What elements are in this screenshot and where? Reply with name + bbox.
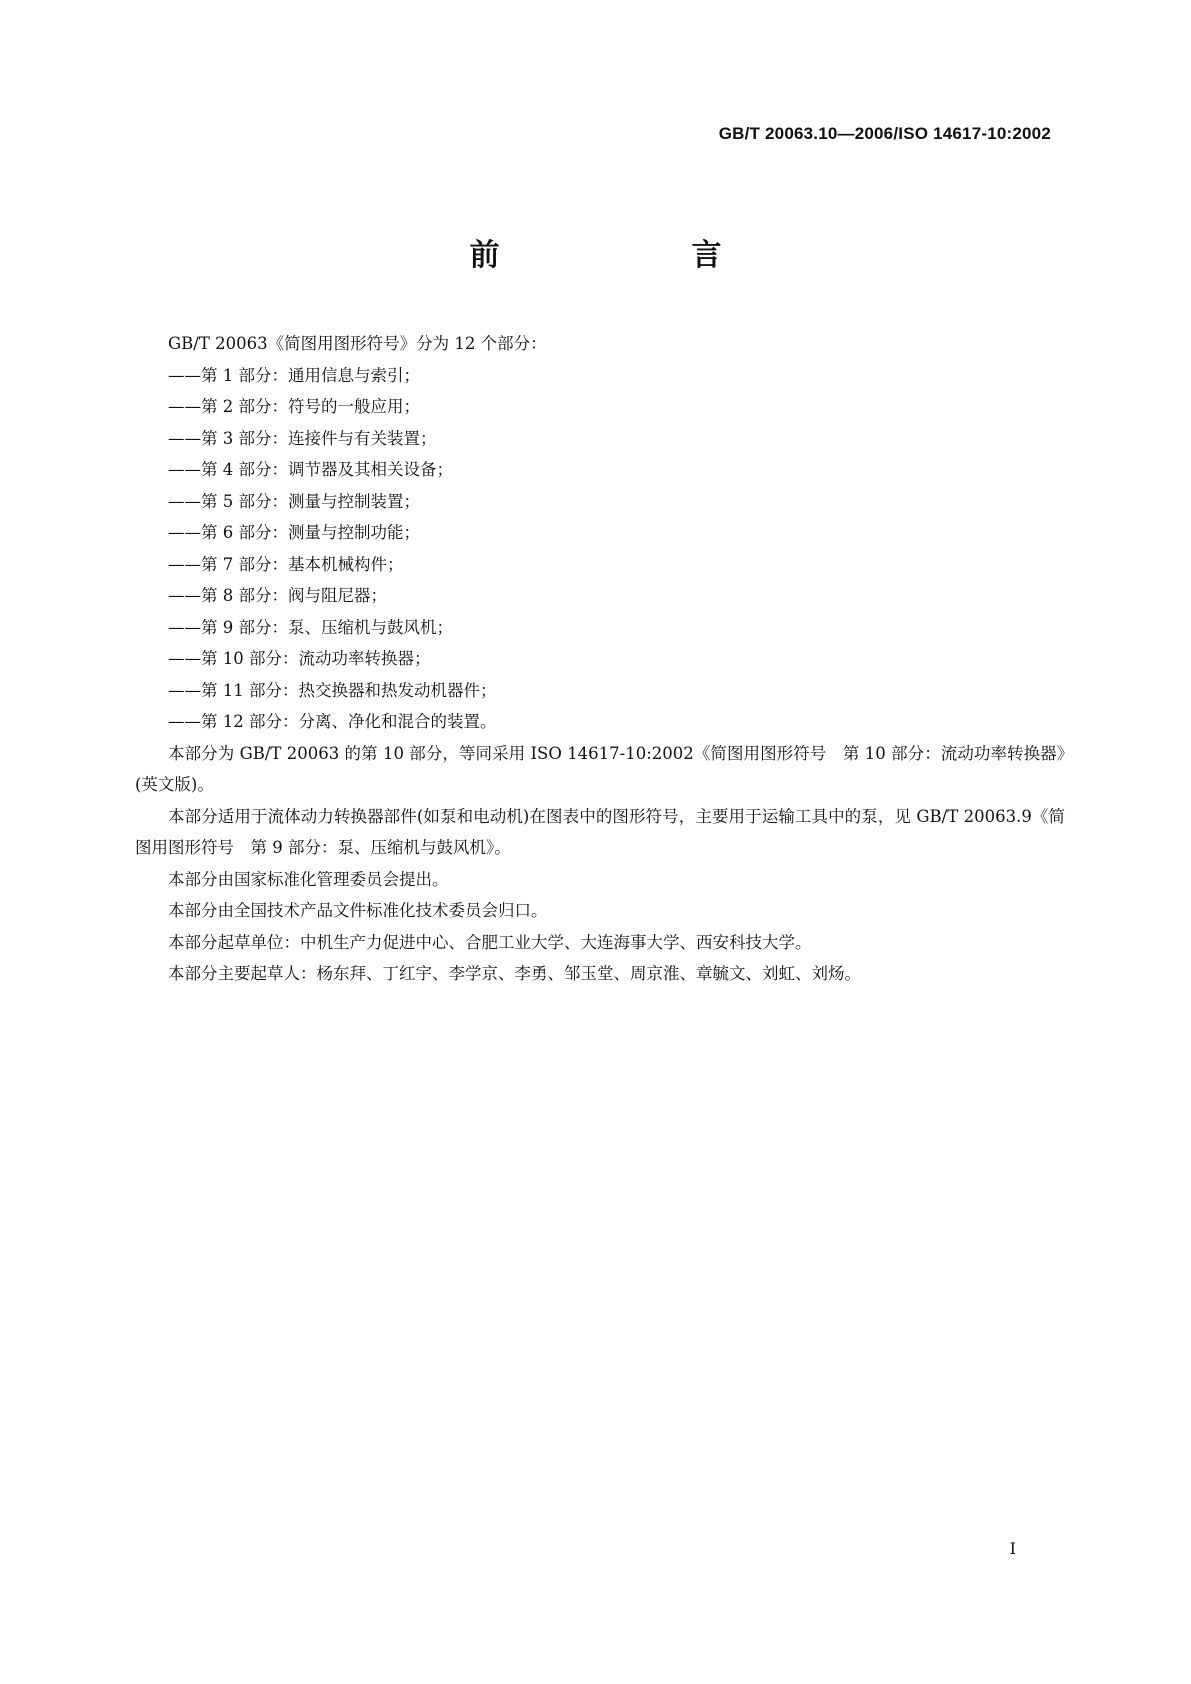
list-item: ——第 10 部分：流动功率转换器； xyxy=(168,649,431,668)
list-item: ——第 8 部分：阀与阻尼器； xyxy=(168,586,387,605)
page-title: 前 言 xyxy=(469,238,766,273)
list-item: ——第 4 部分：调节器及其相关设备； xyxy=(168,460,453,479)
intro-paragraph: GB/T 20063《简图用图形符号》分为 12 个部分： xyxy=(168,334,547,353)
committee-paragraph: 本部分由全国技术产品文件标准化技术委员会归口。 xyxy=(168,901,548,920)
list-item: ——第 9 部分：泵、压缩机与鼓风机； xyxy=(168,617,453,637)
list-item: ——第 1 部分：通用信息与索引； xyxy=(168,365,420,385)
list-item: ——第 7 部分：基本机械构件； xyxy=(168,554,404,574)
list-item: ——第 3 部分：连接件与有关装置； xyxy=(168,428,437,448)
list-item: ——第 12 部分：分离、净化和混合的装置。 xyxy=(168,712,497,731)
drafting-units-paragraph: 本部分起草单位：中机生产力促进中心、合肥工业大学、大连海事大学、西安科技大学。 xyxy=(168,932,812,952)
list-item: ——第 2 部分：符号的一般应用； xyxy=(168,397,420,416)
scope-paragraph: 本部分适用于流体动力转换器部件(如泵和电动机)在图表中的图形符号，主要用于运输工具中的泵，见 GB/T 20063.9《简图用图形符号 第 9 部分：泵、压缩机与鼓风机》。 xyxy=(135,806,1065,857)
document-body xyxy=(135,328,1065,990)
page-number: I xyxy=(1009,1539,1016,1558)
list-item: ——第 5 部分：测量与控制装置； xyxy=(168,491,420,511)
standard-code-header: GB/T 20063.10—2006/ISO 14617-10:2002 xyxy=(718,124,1051,143)
proposer-paragraph: 本部分由国家标准化管理委员会提出。 xyxy=(168,869,449,889)
list-item: ——第 11 部分：热交换器和热发动机器件； xyxy=(168,680,497,700)
adoption-paragraph: 本部分为 GB/T 20063 的第 10 部分，等同采用 ISO 14617-10:2002《简图用图形符号 第 10 部分：流动功率转换器》(英文版)。 xyxy=(135,743,1065,794)
list-item: ——第 6 部分：测量与控制功能； xyxy=(168,523,420,542)
drafters-paragraph: 本部分主要起草人：杨东拜、丁红宇、李学京、李勇、邹玉堂、周京淮、章毓文、刘虹、刘炀。 xyxy=(168,964,861,983)
